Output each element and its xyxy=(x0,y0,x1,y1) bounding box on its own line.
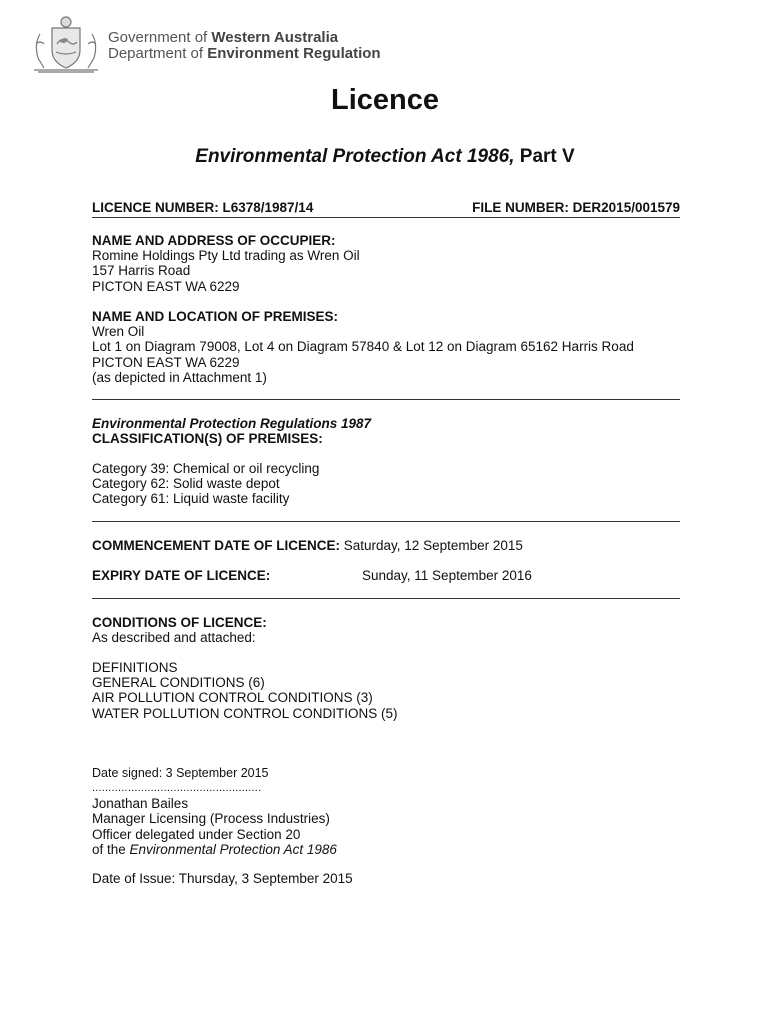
category-item: Category 39: Chemical or oil recycling xyxy=(92,461,320,476)
conditions-list xyxy=(92,660,398,721)
category-item: Category 62: Solid waste depot xyxy=(92,476,280,492)
condition-item: DEFINITIONS xyxy=(92,660,178,675)
department-name: Department of Environment Regulation xyxy=(108,45,381,62)
divider xyxy=(92,521,680,522)
signatory-act: of the Environmental Protection Act 1986 xyxy=(92,841,337,857)
premises-line: Lot 1 on Diagram 79008, Lot 4 on Diagram 57840 & Lot 12 on Diagram 65162 Harris Road xyxy=(92,339,634,355)
condition-item: AIR POLLUTION CONTROL CONDITIONS (3) xyxy=(92,690,373,706)
signature-line: .................................................... xyxy=(92,782,262,794)
premises-heading: NAME AND LOCATION OF PREMISES: xyxy=(92,309,338,324)
government-name: Government of Western Australia xyxy=(108,29,339,46)
signatory-role: Manager Licensing (Process Industries) xyxy=(92,811,330,827)
occupier-line: PICTON EAST WA 6229 xyxy=(92,278,240,294)
signatory-name: Jonathan Bailes xyxy=(92,796,189,812)
occupier-line: Romine Holdings Pty Ltd trading as Wren Oil xyxy=(92,248,360,264)
conditions-intro: As described and attached: xyxy=(92,630,256,646)
category-list xyxy=(92,461,319,507)
classification-heading: CLASSIFICATION(S) OF PREMISES: xyxy=(92,431,323,447)
expiry-value: Sunday, 11 September 2016 xyxy=(362,568,532,583)
category-item: Category 61: Liquid waste facility xyxy=(92,491,290,507)
occupier-heading: NAME AND ADDRESS OF OCCUPIER: xyxy=(92,233,336,248)
conditions-section xyxy=(92,615,267,645)
file-number: FILE NUMBER: DER2015/001579 xyxy=(472,200,680,215)
divider xyxy=(92,217,680,218)
signatory-delegation: Officer delegated under Section 20 xyxy=(92,826,301,842)
premises-line: (as depicted in Attachment 1) xyxy=(92,369,267,385)
commencement-date xyxy=(92,538,523,553)
classification-section xyxy=(92,416,371,446)
condition-item: WATER POLLUTION CONTROL CONDITIONS (5) xyxy=(92,705,398,721)
commencement-label: COMMENCEMENT DATE OF LICENCE: xyxy=(92,538,340,553)
date-signed: Date signed: 3 September 2015 xyxy=(92,766,269,780)
divider xyxy=(92,598,680,599)
premises-line: PICTON EAST WA 6229 xyxy=(92,354,240,370)
conditions-heading: CONDITIONS OF LICENCE: xyxy=(92,615,267,630)
regulations-title: Environmental Protection Regulations 1987 xyxy=(92,416,372,431)
premises-section xyxy=(92,309,634,385)
divider xyxy=(92,399,680,400)
date-of-issue: Date of Issue: Thursday, 3 September 2015 xyxy=(92,871,353,886)
occupier-line: 157 Harris Road xyxy=(92,263,191,279)
premises-line: Wren Oil xyxy=(92,324,145,340)
page-title: Licence xyxy=(331,84,439,116)
occupier-section xyxy=(92,233,360,294)
page-subtitle: Environmental Protection Act 1986, Part V xyxy=(195,146,575,167)
condition-item: GENERAL CONDITIONS (6) xyxy=(92,675,265,691)
commencement-value: Saturday, 12 September 2015 xyxy=(343,538,523,553)
expiry-label: EXPIRY DATE OF LICENCE: xyxy=(92,568,271,583)
signature-block xyxy=(92,781,337,857)
wa-coat-of-arms-logo xyxy=(26,14,106,76)
licence-number: LICENCE NUMBER: L6378/1987/14 xyxy=(92,200,314,215)
